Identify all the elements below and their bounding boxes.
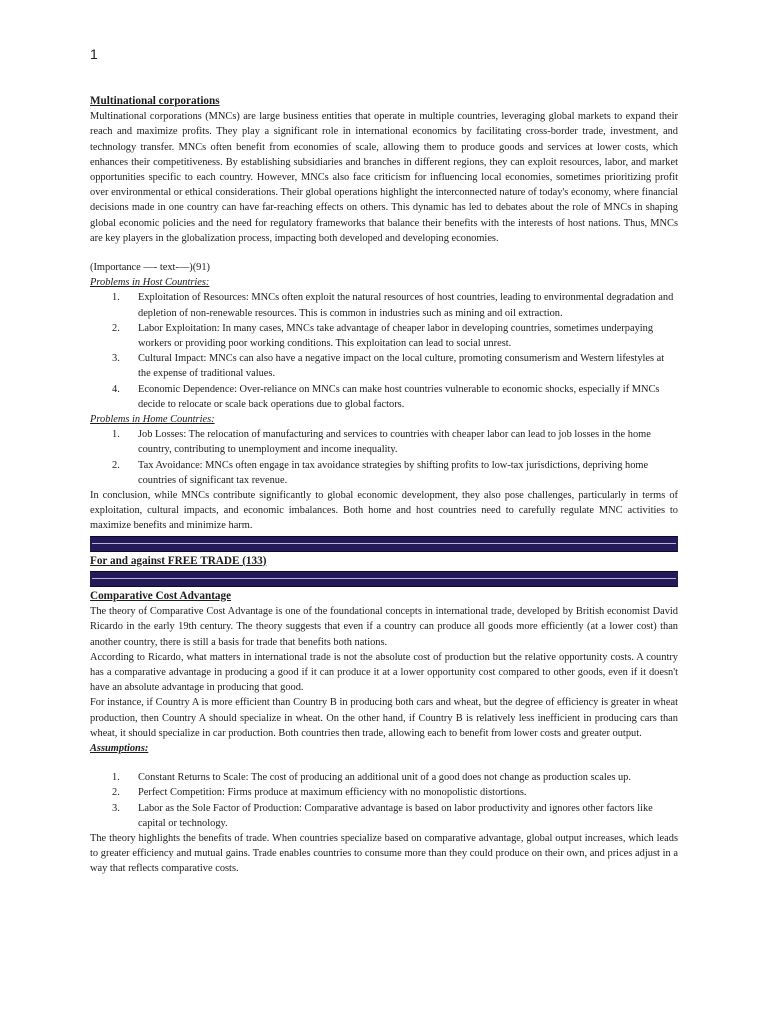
- assumptions-heading: Assumptions:: [90, 742, 149, 754]
- section-divider-bar: [90, 571, 678, 587]
- list-item: 4. Economic Dependence: Over-reliance on MNCs can make host countries vulnerable to economic shocks, especially if MNCs decide to relocate or scale back operations due to global factors.: [112, 383, 660, 410]
- host-problems-list: [90, 290, 678, 412]
- page-number: 1: [90, 46, 98, 62]
- cca-paragraph-2: According to Ricardo, what matters in international trade is not the absolute cost of production but the relative opportunity costs. A country has a comparative advantage in producing a good if it can produce it at a lower opportunity cost compared to other goods, even if it doesn't have an absolute advantage in producing that good.: [90, 651, 678, 694]
- list-item: 1. Job Losses: The relocation of manufacturing and services to countries with cheaper labor can lead to job losses in the home country, contributing to unemployment and income inequality.: [112, 429, 651, 456]
- list-item: 2. Tax Avoidance: MNCs often engage in tax avoidance strategies by shifting profits to low-tax jurisdictions, depriving home countries of significant tax revenue.: [112, 459, 649, 486]
- list-item: 3. Cultural Impact: MNCs can also have a negative impact on the local culture, promoting consumerism and Western lifestyles at the expense of traditional values.: [112, 353, 665, 380]
- cca-heading: Comparative Cost Advantage: [90, 589, 232, 602]
- home-problems-list: [90, 427, 678, 488]
- list-item: 3. Labor as the Sole Factor of Production: Comparative advantage is based on labor productivity and ignores other factors like capital or technology.: [112, 802, 653, 829]
- cca-closing-paragraph: The theory highlights the benefits of trade. When countries specialize based on comparative advantage, global output increases, which leads to greater efficiency and mutual gains. Trade enables countries to consume more than they could produce on their own, and prices adjust in a way that reflects comparative costs.: [90, 832, 678, 875]
- cca-paragraph-3: For instance, if Country A is more efficient than Country B in producing both cars and wheat, but the degree of efficiency is greater in wheat production, then Country A should specialize in wheat. On the other hand, if Country B is relatively less inefficient in producing cars than wheat, it should specialize in car production. Both countries then trade, allowing each to benefit from lower costs and greater output.: [90, 697, 678, 739]
- document-body: [90, 94, 678, 877]
- free-trade-heading: For and against FREE TRADE (133): [90, 554, 267, 567]
- cca-paragraph-1: The theory of Comparative Cost Advantage is one of the foundational concepts in international trade, developed by British economist David Ricardo in the early 19th century. The theory suggests that even if a country can produce all goods more efficiently (at a lower cost) than another country, there is still a basis for trade that benefits both nations.: [90, 606, 678, 648]
- section-divider-bar: [90, 536, 678, 552]
- mnc-heading: Multinational corporations: [90, 95, 220, 107]
- list-item: 2. Perfect Competition: Firms produce at maximum efficiency with no monopolistic distortions.: [112, 787, 527, 799]
- mnc-intro-paragraph: Multinational corporations (MNCs) are large business entities that operate in multiple countries, leveraging global markets to expand their reach and maximize profits. They play a significant role in international economics by facilitating cross-border trade, investment, and technology transfer. MNCs often benefit from economies of scale, allowing them to produce goods and services at lower costs, which enhances their competitiveness. By establishing subsidiaries and branches in different regions, they can exploit resources, labor, and market opportunities specific to each country. However, MNCs also face criticism for influencing local economies, sometimes prioritizing profit over environmental or ethical considerations. Their global operations highlight the interconnected nature of today's economy, where financial decisions made in one country can have far-reaching effects on others. This dynamic has led to debates about the role of MNCs in shaping global economic policies and the need for regulatory frameworks that balance their benefits with the interests of host nations. Thus, MNCs are key players in the globalization process, impacting both developed and developing economies.: [90, 111, 678, 244]
- home-countries-heading: Problems in Home Countries:: [90, 414, 215, 426]
- list-item: 1. Constant Returns to Scale: The cost of producing an additional unit of a good does not change as production scales up.: [112, 772, 631, 784]
- assumptions-list: [90, 770, 678, 831]
- mnc-conclusion-paragraph: In conclusion, while MNCs contribute significantly to global economic development, they also pose challenges, particularly in terms of exploitation, cultural impacts, and economic imbalances. Both home and host countries need to carefully regulate MNC activities to maximize benefits and minimize harm.: [90, 490, 678, 532]
- list-item: 2. Labor Exploitation: In many cases, MNCs take advantage of cheaper labor in developing countries, sometimes underpaying workers or providing poor working conditions. This exploitation can lead to social unrest.: [112, 322, 654, 350]
- host-countries-heading: Problems in Host Countries:: [90, 277, 210, 289]
- list-item: 1. Exploitation of Resources: MNCs often exploit the natural resources of host countries, leading to environmental degradation and depletion of non-renewable resources. This is common in industries such as mining and oil extraction.: [112, 292, 674, 319]
- importance-note: (Importance —- text-—)(91): [90, 262, 211, 274]
